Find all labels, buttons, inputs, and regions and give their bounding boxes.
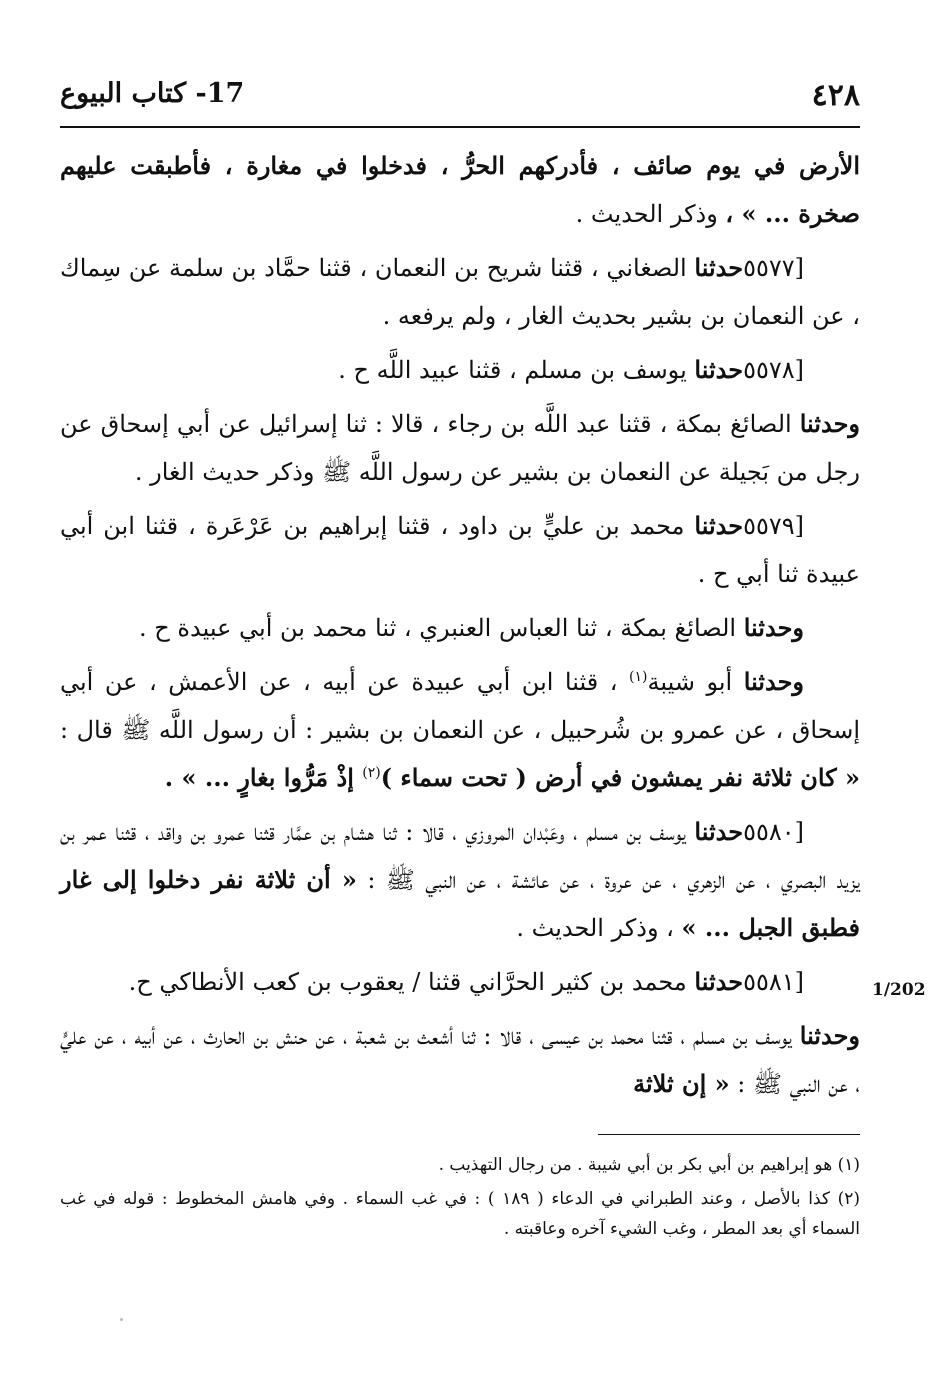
footnotes (60, 1150, 860, 1248)
text: الصغاني ، قثنا شريح بن النعمان ، قثنا حمَّاد بن سلمة عن سِماك ، عن النعمان بن بشير بحديث الغار ، ولم يرفعه . (60, 254, 860, 330)
lead-word: حدثنا (694, 253, 744, 282)
lead-word: حدثنا (694, 511, 744, 540)
lead-word: حدثنا (694, 355, 744, 384)
quote: إذْ مَرُّوا بغارٍ ... » . (164, 763, 363, 792)
hadith-number: [٥٥٧٩ (743, 512, 804, 540)
footnote-rule (598, 1134, 860, 1135)
text: يوسف بن مسلم ، قثنا عبيد اللَّه ح . (338, 356, 695, 384)
lead-word: وحدثنا (799, 409, 860, 438)
hadith-number: [٥٥٧٧ (743, 254, 804, 282)
text: يوسف بن مسلم ، قثنا محمد بن عيسى ، قالا : ثنا أشعث بن شعبة ، عن حنش بن الحارث ، عن أبيه ، عن عليٍّ ، عن النبي ﷺ : (60, 1022, 860, 1098)
scan-speck (120, 1318, 123, 1321)
page-number: ٤٢٨ (811, 78, 860, 113)
footnote-2: (٢) كذا بالأصل ، وعند الطبراني في الدعاء ( ١٨٩ ) : في غب السماء . وفي هامش المخطوط : قوله في غب السماء أي بعد المطر ، وغب الشيء آخره وعاقبته . (60, 1189, 860, 1239)
header-rule (60, 126, 860, 128)
quote: « كان ثلاثة نفر يمشون في أرض ( تحت سماء ) (380, 763, 860, 792)
hadith-5580 (60, 808, 860, 952)
lead-word: حدثنا (694, 967, 744, 996)
paragraph (60, 1012, 860, 1108)
hadith-5579 (60, 502, 860, 598)
lead-word: حدثنا (694, 817, 744, 846)
paragraph (60, 604, 860, 652)
hadith-number: [٥٥٨٠ (743, 818, 804, 846)
footnote-1: (١) هو إبراهيم بن أبي بكر بن أبي شيبة . من رجال التهذيب . (438, 1155, 860, 1175)
text: ، قثنا ابن أبي عبيدة عن أبيه ، عن الأعمش ، عن أبي إسحاق ، عن عمرو بن شُرحبيل ، عن النعمان بن بشير : أن رسول اللَّه ﷺ قال : (60, 668, 860, 744)
page-header (60, 78, 860, 118)
paragraph (60, 658, 860, 802)
lead-word: وحدثنا (799, 1021, 861, 1050)
text: ، وذكر الحديث . (516, 914, 682, 942)
hadith-number: [٥٥٧٨ (743, 356, 804, 384)
bold-text: الأرض في يوم صائف ، فأدركهم الحرُّ ، فدخلوا في مغارة ، فأطبقت عليهم صخرة ... » ، (60, 151, 860, 228)
paragraph (60, 142, 860, 238)
text: وذكر الحديث . (575, 200, 726, 228)
text: محمد بن كثير الحرَّاني قثنا / يعقوب بن كعب الأنطاكي ح. (128, 968, 695, 996)
paragraph (60, 400, 860, 496)
manuscript-folio-note: 1/202 (872, 980, 926, 1000)
text: يوسف بن مسلم ، وعَبْدان المروزي ، قالا : ثنا هشام بن عمَّار قثنا عمرو بن واقد ، قثنا عمر بن يزيد البصري ، عن الزهري ، عن عروة ، عن عائشة ، عن النبي ﷺ : (60, 818, 860, 894)
book-title: 17- كتاب البيوع (60, 78, 245, 109)
main-text (60, 142, 860, 1114)
footnote-ref[interactable]: (١) (629, 669, 648, 685)
hadith-5578 (60, 346, 860, 394)
text: أبو شيبة (647, 668, 744, 696)
text: الصائغ بمكة ، قثنا عبد اللَّه بن رجاء ، قالا : ثنا إسرائيل عن أبي إسحاق عن رجل من بَجيلة عن النعمان بن بشير عن رسول اللَّه ﷺ وذكر حديث الغار . (60, 410, 860, 486)
lead-word: وحدثنا (743, 667, 805, 696)
quote: « أن ثلاثة نفر دخلوا إلى غار فطبق الجبل ... » (60, 865, 860, 942)
hadith-5577 (60, 244, 860, 340)
quote: « إن ثلاثة (633, 1069, 730, 1098)
lead-word: وحدثنا (743, 613, 804, 642)
footnote-ref[interactable]: (٢) (362, 765, 381, 781)
text: محمد بن عليٍّ بن داود ، قثنا إبراهيم بن عَرْعَرة ، قثنا ابن أبي عبيدة ثنا أبي ح . (60, 512, 860, 588)
text: الصائغ بمكة ، ثنا العباس العنبري ، ثنا محمد بن أبي عبيدة ح . (139, 614, 744, 642)
hadith-5581 (60, 958, 860, 1006)
hadith-number: [٥٥٨١ (743, 968, 804, 996)
